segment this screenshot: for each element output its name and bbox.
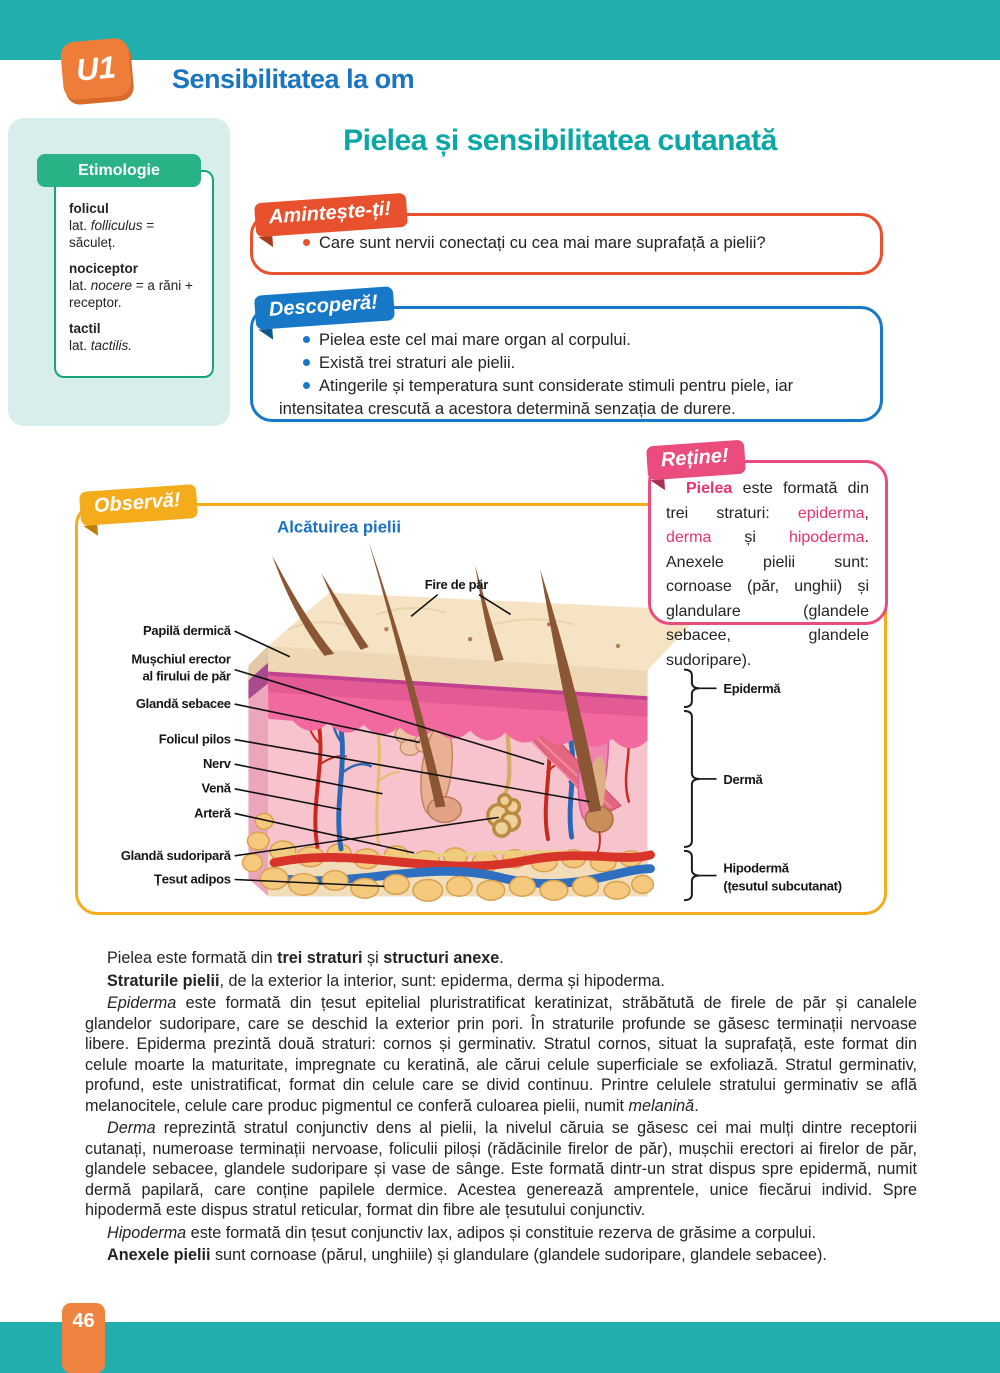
- label-derma: Dermă: [723, 771, 763, 787]
- unit-badge-label: U1: [74, 49, 118, 88]
- label-fire-de-par: Fire de păr: [424, 576, 488, 592]
- paragraph: Anexele pielii sunt cornoase (părul, unghiile) și glandulare (glandele sudoripare, glandele sebacee).: [107, 1246, 827, 1264]
- etymology-entry: [69, 260, 202, 311]
- bullet-item: Atingerile și temperatura sunt considerate stimuli pentru piele, iar intensitatea crescută a acestora determină senzația de durere.: [279, 377, 794, 418]
- label-vena: Venă: [201, 780, 231, 796]
- label-hipoderma-2: (țesutul subcutanat): [723, 878, 842, 894]
- etymology-term: folicul: [69, 201, 109, 216]
- page-title: Pielea și sensibilitatea cutanată: [343, 124, 777, 157]
- bullet-dot: [303, 359, 310, 366]
- diagram-right-labels: [684, 670, 842, 901]
- top-teal-band: [0, 0, 1000, 60]
- discover-items: [253, 309, 880, 431]
- skin-block: [243, 541, 704, 901]
- label-nerv: Nerv: [202, 756, 231, 772]
- body-text: [85, 948, 917, 1268]
- etymology-term: nociceptor: [69, 261, 139, 276]
- section-title: Sensibilitatea la om: [172, 64, 415, 94]
- discover-callout: [250, 291, 883, 422]
- page-number: 46: [72, 1310, 95, 1332]
- bullet-item: Pielea este cel mai mare organ al corpului.: [279, 329, 854, 352]
- etymology-entry: [69, 320, 202, 354]
- page-number-badge: [62, 1303, 105, 1373]
- discover-tab: Descoperă!: [254, 286, 395, 330]
- paragraph: Epiderma este formată din țesut epitelial pluristratificat keratinizat, străbătută de firele de păr și canalele glandelor sudoripare, care se deschid la exterior prin pori. În straturile profunde se găsesc terminații nervoase libere. Epiderma prezintă două straturi: cornos și germinativ. Stratul cornos, situat la suprafață, este format din celule moarte la maturitate, impregnate cu keratină, ale cărui celule superficiale se exfoliază. Stratul germinativ, profund, este unistratificat, format din celule care se divid continuu. Printre celulele stratului germinativ se află melanocitele, celule care produc pigmentul ce conferă culoarea pielii, numit melanină.: [85, 994, 917, 1115]
- label-tesut-adipos: Țesut adipos: [154, 871, 231, 887]
- paragraph: Derma reprezintă stratul conjunctiv dens al pielii, la nivelul căruia se găsesc cei mai mulți dintre receptorii cutanați, numeroase terminații nervoase, foliculii piloși (rădăcinile firelor de păr), mușchii erectori ai firelor de păr, glandele sebacee, glandele sudoripare și vase de sânge. Este formată dintr-un strat dispus spre epidermă, numit dermă papilară, care conține papilele dermice. Acestea generează amprentele, unice fiecărui individ. Spre hipodermă este dispus stratul reticular, format din fibre ale țesutului conjunctiv.: [85, 1119, 917, 1219]
- label-papila-dermica: Papilă dermică: [143, 623, 231, 639]
- brace: [684, 711, 700, 847]
- etymology-entry: [69, 200, 202, 251]
- bullet-item: Există trei straturi ale pielii.: [279, 352, 854, 375]
- label-hipoderma: Hipodermă: [723, 860, 789, 876]
- bullet-item: Care sunt nervii conectați cu cea mai mare suprafață a pielii?: [279, 232, 854, 255]
- unit-badge: [60, 37, 133, 101]
- retain-text: Pielea este formată din trei straturi: epiderma, derma și hipoderma. Anexele pielii sunt: cornoase (păr, unghii) și glandulare (glandele sebacee, glandele sudoripare).: [666, 480, 869, 669]
- paragraph: Hipoderma este formată din țesut conjunctiv lax, adipos și constituie rezerva de grăsime a corpului.: [107, 1223, 817, 1242]
- retain-tab: Reține!: [646, 440, 746, 481]
- label-artera: Arteră: [194, 805, 231, 821]
- etymology-definition: lat. nocere = a răni + receptor.: [69, 278, 193, 310]
- bullet-dot: [303, 239, 310, 246]
- label-folicul-pilos: Folicul pilos: [158, 731, 231, 747]
- paragraph: Straturile pielii, de la exterior la interior, sunt: epiderma, derma și hipoderma.: [107, 971, 665, 990]
- label-glanda-sebacee: Glandă sebacee: [135, 696, 231, 712]
- label-muschiul-erector: Mușchiul erector: [131, 651, 231, 667]
- footer-teal-band: [0, 1322, 1000, 1373]
- label-glanda-sudoripara: Glandă sudoripară: [120, 847, 231, 863]
- observe-tab: Observă!: [79, 484, 198, 526]
- etymology-definition: lat. folliculus = săculeț.: [69, 218, 155, 250]
- etymology-title: Etimologie: [37, 154, 201, 187]
- diagram-title: Alcătuirea pielii: [277, 517, 402, 537]
- retain-callout: [648, 444, 888, 669]
- brace: [684, 851, 700, 900]
- paragraph: Pielea este formată din trei straturi și structuri anexe.: [107, 949, 504, 967]
- bullet-dot: [303, 336, 310, 343]
- etymology-entries: [54, 170, 214, 378]
- etymology-box: [8, 118, 230, 426]
- label-epiderma: Epidermă: [723, 681, 781, 697]
- bullet-dot: [303, 382, 310, 389]
- remember-callout: [250, 197, 883, 275]
- etymology-term: tactil: [69, 321, 101, 336]
- label-muschiul-erector-2: al firului de păr: [142, 668, 231, 684]
- remember-tab: Amintește-ți!: [254, 193, 408, 238]
- etymology-definition: lat. tactilis.: [69, 338, 133, 353]
